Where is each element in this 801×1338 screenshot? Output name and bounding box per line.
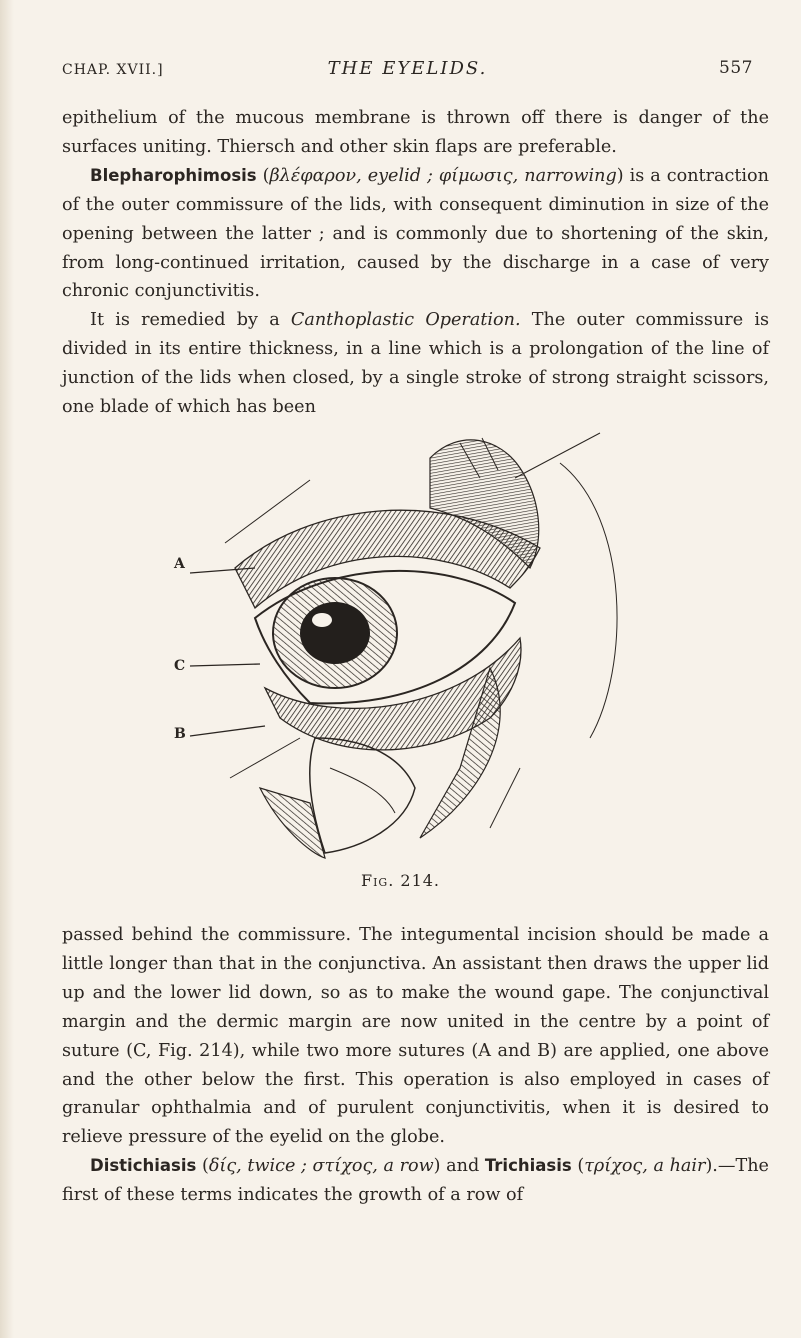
- label-b: B: [174, 726, 186, 742]
- label-a: A: [174, 556, 185, 572]
- term-blepharophimosis: Blepharophimosis: [90, 165, 257, 185]
- paragraph-distichiasis: [62, 1152, 769, 1210]
- outline-line: [230, 738, 300, 778]
- paragraph-text: The outer commissure is divided in its entire thickness, in a line which is a prolongation of the line of junction of the lids when closed, by a single stroke of strong straight scissors, one blade of which has been: [62, 310, 769, 418]
- etymology-greek: βλέφαρον, eyelid ; φίμωσις, narrowing: [269, 165, 617, 186]
- outline-line: [560, 463, 617, 738]
- punctuation: (: [571, 1156, 585, 1177]
- etymology-greek: τρίχος, a hair: [584, 1156, 706, 1177]
- chapter-label: CHAP. XVII.]: [62, 62, 164, 78]
- punctuation: (: [256, 165, 270, 186]
- pupil: [300, 602, 370, 664]
- paragraph-continued: [62, 104, 769, 162]
- page-number: 557: [719, 58, 753, 78]
- outline-line: [490, 768, 520, 828]
- paragraph-text: ).—The first of these terms indicates the growth of a row of: [62, 1156, 769, 1206]
- text-block-lower: [62, 921, 769, 1210]
- operation-name: Canthoplastic Operation.: [290, 310, 521, 331]
- paragraph-text: ) and: [433, 1156, 485, 1177]
- pupil-highlight: [312, 613, 332, 627]
- running-title: THE EYELIDS.: [327, 58, 488, 79]
- running-header: [62, 58, 753, 86]
- paragraph-blepharophimosis: [62, 162, 769, 307]
- figure-eye-illustration: [160, 408, 640, 868]
- lid-edge-hatching: [260, 788, 325, 858]
- paragraph-text: ) is a contraction of the outer commissure of the lids, with consequent diminution in size of the opening between the latter ; and is commonly due to shortening of the skin, from long-continued irritation, caused by the discharge in a case of very chronic conjunctivitis.: [62, 165, 769, 302]
- page-edge-shadow: [0, 0, 14, 1338]
- suture-line-b: [190, 726, 265, 736]
- punctuation: (: [196, 1156, 209, 1177]
- suture-line-c: [190, 664, 260, 666]
- paragraph-canthoplastic: [62, 306, 769, 422]
- incision-outline: [310, 738, 415, 853]
- outline-line: [330, 768, 395, 813]
- paragraph-text: epithelium of the mucous membrane is thrown off there is danger of the surfaces uniting. Thiersch and other skin flaps are preferable.: [62, 108, 769, 157]
- term-trichiasis: Trichiasis: [484, 1156, 572, 1176]
- outline-line: [515, 433, 600, 478]
- term-distichiasis: Distichiasis: [90, 1156, 197, 1176]
- text-block-upper: [62, 104, 769, 422]
- etymology-greek: δίς, twice ; στίχος, a row: [208, 1156, 434, 1177]
- paragraph-text: passed behind the commissure. The integumental incision should be made a little longer than that in the conjunctiva. An assistant then draws the upper lid up and the lower lid down, so as to make the wound gape. The conjunctival margin and the dermic margin are now united in the centre by a point of suture (C, Fig. 214), while two more sutures (A and B) are applied, one above and the other below the first. This operation is also employed in cases of granular ophthalmia and of purulent conjunctivitis, when it is desired to relieve pressure of the eyelid on the globe.: [62, 925, 769, 1148]
- paragraph-continued: [62, 921, 769, 1152]
- paragraph-text: It is remedied by a: [90, 310, 291, 331]
- label-c: C: [174, 658, 186, 674]
- figure-caption: Fig. 214.: [360, 871, 441, 890]
